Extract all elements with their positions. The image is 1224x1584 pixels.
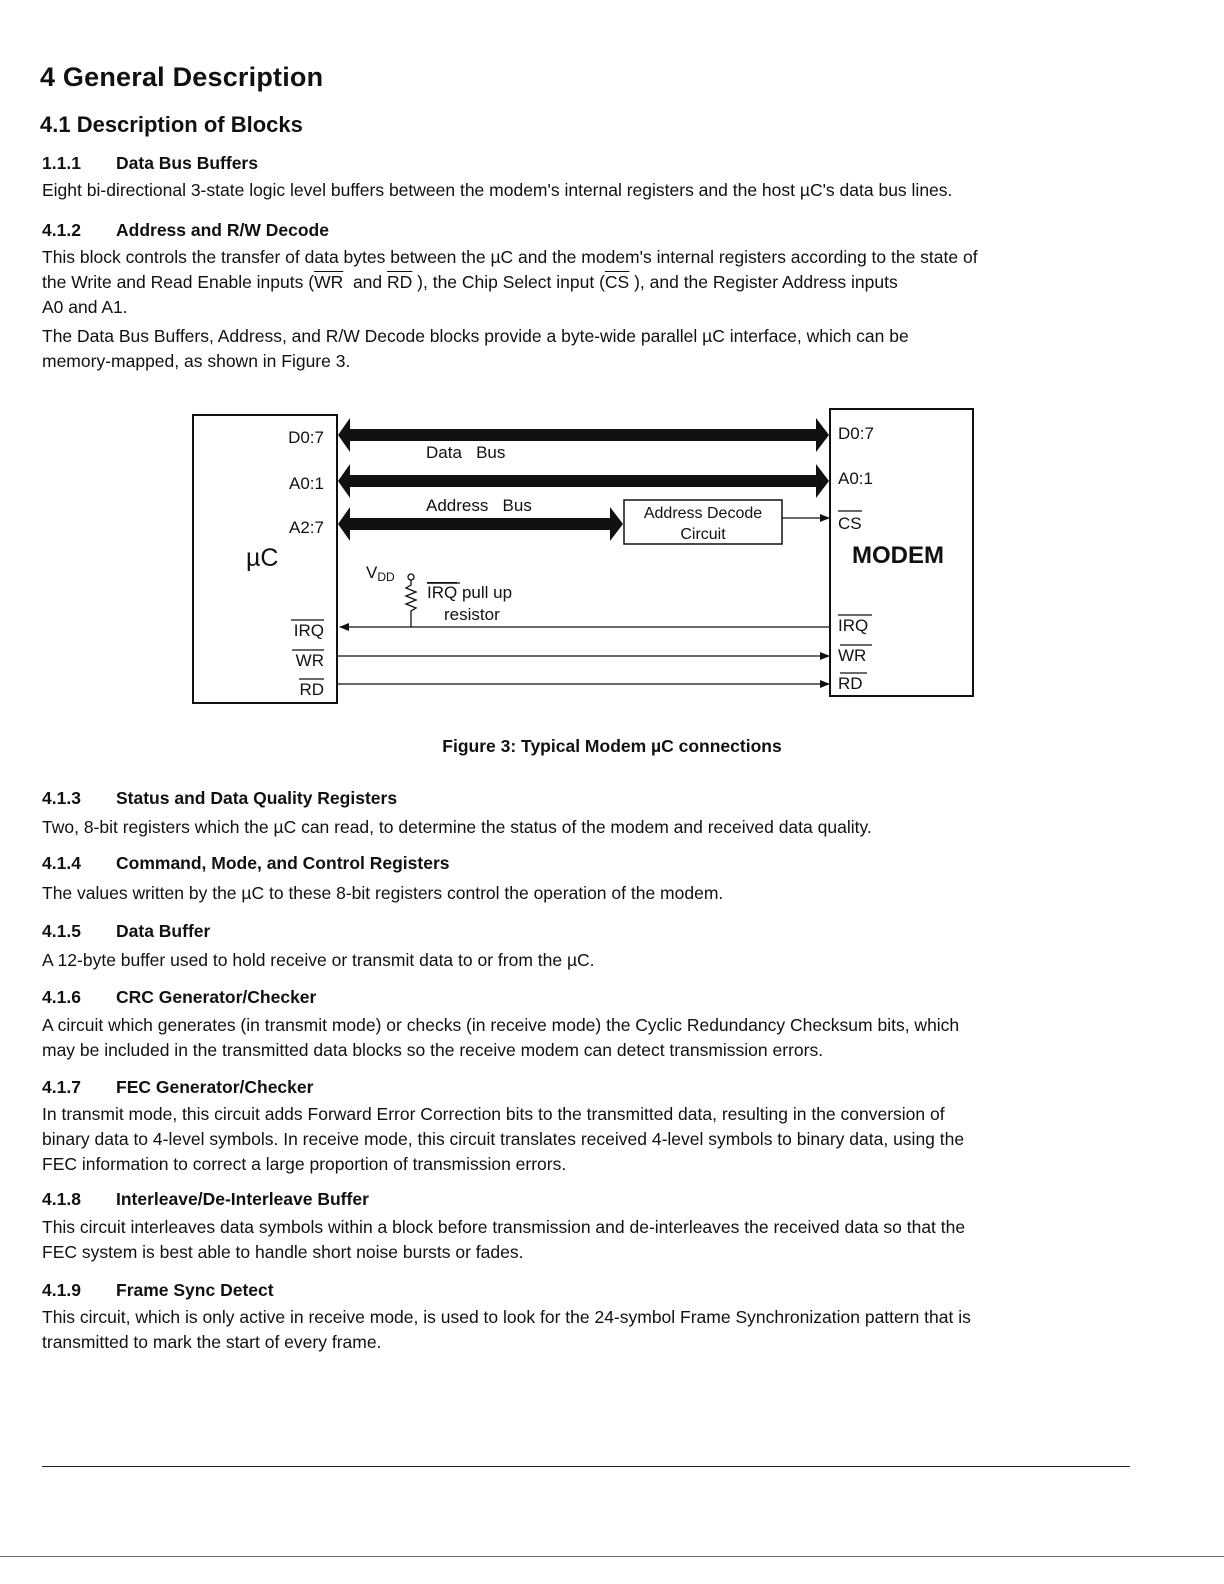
section-number: 4.1.2: [42, 220, 81, 240]
paragraph-line: In transmit mode, this circuit adds Forward Error Correction bits to the transmitted data, resulting in the conversion of: [42, 1104, 945, 1124]
pullup-label-line1: [427, 583, 512, 602]
paragraph-line: This circuit, which is only active in receive mode, is used to look for the 24-symbol Frame Synchronization pattern that is: [42, 1307, 971, 1327]
section-heading-frame-sync: [42, 1280, 274, 1301]
uc-pin-wr: WR: [295, 651, 324, 670]
page-edge-rule: [0, 1556, 1224, 1557]
section-title: Interleave/De-Interleave Buffer: [116, 1189, 369, 1209]
uc-pin-irq: IRQ: [293, 621, 324, 640]
paragraph-line: Eight bi-directional 3-state logic level buffers between the modem's internal registers and the host µC's data bus lines.: [42, 180, 953, 200]
modem-pin-d07: D0:7: [838, 424, 874, 443]
decode-label-line1: Address Decode: [643, 505, 763, 522]
modem-pin-a01: A0:1: [838, 469, 873, 488]
section-number: 4.1.6: [42, 987, 81, 1007]
paragraph-interleave: [42, 1215, 1142, 1265]
section-title: Data Bus Buffers: [116, 153, 258, 173]
paragraph-line: This circuit interleaves data symbols within a block before transmission and de-interleaves the received data so that the: [42, 1217, 966, 1237]
paragraph-fragment: and: [343, 272, 388, 292]
vdd-main: V: [366, 563, 378, 582]
section-title: Address and R/W Decode: [116, 220, 329, 240]
cs-signal: $\overline{CS}$: [604, 272, 630, 292]
paragraph-line: may be included in the transmitted data blocks so the receive modem can detect transmission errors.: [42, 1040, 824, 1060]
paragraph-status-registers: [42, 815, 1142, 840]
section-title: CRC Generator/Checker: [116, 987, 317, 1007]
section-heading-data-buffer: [42, 921, 210, 942]
pullup-irq: IRQ: [427, 583, 458, 602]
section-title: Frame Sync Detect: [116, 1280, 274, 1300]
paragraph-line: memory-mapped, as shown in Figure 3.: [42, 351, 351, 371]
modem-pin-cs: CS: [838, 514, 862, 533]
paragraph-line: A 12-byte buffer used to hold receive or transmit data to or from the µC.: [42, 950, 595, 970]
section-heading-command-registers: [42, 853, 450, 874]
page-title: 4 General Description: [40, 62, 324, 92]
section-number: 4.1.8: [42, 1189, 81, 1209]
paragraph-line: The Data Bus Buffers, Address, and R/W Decode blocks provide a byte-wide parallel µC interface, which can be: [42, 326, 909, 346]
section-title: FEC Generator/Checker: [116, 1077, 314, 1097]
paragraph-line: A0 and A1.: [42, 297, 128, 317]
section-number: 4.1.7: [42, 1077, 81, 1097]
data-bus-arrow: [338, 418, 829, 452]
decode-label-line2: Circuit: [680, 526, 726, 543]
pullup-resistor: [406, 580, 416, 627]
figure-caption: Figure 3: Typical Modem µC connections: [442, 736, 782, 756]
paragraph-command-registers: [42, 881, 1142, 906]
paragraph-data-buffer: [42, 948, 1142, 973]
uc-pin-a27: A2:7: [289, 518, 324, 537]
paragraph-fragment: ), the Chip Select input (: [412, 272, 605, 292]
data-bus-label: Data Bus: [426, 443, 506, 462]
uc-label: µC: [246, 544, 279, 572]
section-heading-fec: [42, 1077, 313, 1098]
uc-pin-rd: RD: [299, 680, 324, 699]
footer-rule: [42, 1466, 1130, 1467]
section-number: 4.1.4: [42, 853, 81, 873]
modem-pin-wr: WR: [838, 646, 867, 665]
rd-signal: $\overline{RD}$: [387, 272, 413, 292]
section-heading-status-registers: [42, 788, 397, 809]
section-number: 4.1.9: [42, 1280, 81, 1300]
modem-label: MODEM: [852, 542, 944, 569]
vdd-subscript: DD: [377, 570, 395, 584]
section-title: Data Buffer: [116, 921, 211, 941]
paragraph-crc: [42, 1013, 1142, 1063]
address-bus-label: Address Bus: [426, 496, 532, 515]
wr-signal: $\overline{WR}$: [314, 272, 344, 292]
paragraph-frame-sync: [42, 1305, 1142, 1355]
modem-pin-irq: IRQ: [838, 616, 869, 635]
paragraph-fec: [42, 1102, 1142, 1177]
figure-3-diagram: [0, 0, 1224, 730]
paragraph-line: FEC system is best able to handle short noise bursts or fades.: [42, 1242, 524, 1262]
paragraph-line: Two, 8-bit registers which the µC can read, to determine the status of the modem and received data quality.: [42, 817, 872, 837]
section-4-1-title: 4.1 Description of Blocks: [40, 112, 303, 137]
section-number: 4.1.3: [42, 788, 81, 808]
section-number: 1.1.1: [42, 153, 81, 173]
paragraph-line: transmitted to mark the start of every frame.: [42, 1332, 382, 1352]
paragraph-line: FEC information to correct a large proportion of transmission errors.: [42, 1154, 567, 1174]
paragraph-line: the Write and Read Enable inputs (: [42, 272, 315, 292]
paragraph-line: A circuit which generates (in transmit mode) or checks (in receive mode) the Cyclic Redundancy Checksum bits, which: [42, 1015, 960, 1035]
vdd-terminal: [408, 574, 414, 580]
modem-pin-rd: RD: [838, 674, 863, 693]
uc-pin-a01: A0:1: [289, 474, 324, 493]
section-title: Status and Data Quality Registers: [116, 788, 398, 808]
paragraph-line: binary data to 4-level symbols. In receive mode, this circuit translates received 4-level symbols to binary data, using the: [42, 1129, 965, 1149]
paragraph-fragment: ), and the Register Address inputs: [629, 272, 898, 292]
pullup-label-line2: resistor: [444, 605, 500, 624]
address-a01-bus-arrow: [338, 464, 829, 498]
section-number: 4.1.5: [42, 921, 81, 941]
section-heading-crc: [42, 987, 316, 1008]
pullup-rest: pull up: [457, 583, 513, 602]
paragraph-line: The values written by the µC to these 8-bit registers control the operation of the modem.: [42, 883, 724, 903]
uc-pin-d07: D0:7: [288, 428, 324, 447]
vdd-label: [366, 563, 395, 584]
section-heading-interleave: [42, 1189, 369, 1210]
section-title: Command, Mode, and Control Registers: [116, 853, 450, 873]
paragraph-line: This block controls the transfer of data bytes between the µC and the modem's internal registers according to the state of: [42, 247, 978, 267]
